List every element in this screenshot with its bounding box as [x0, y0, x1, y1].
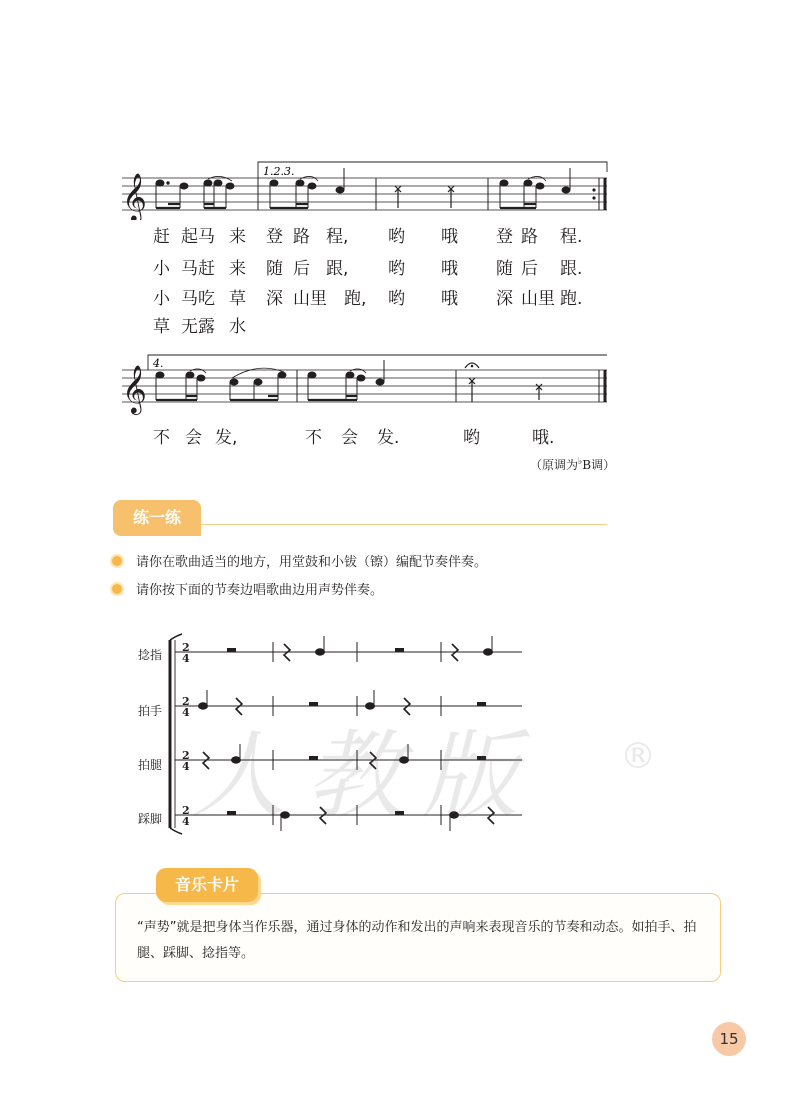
lyric-row-4 [0, 312, 800, 336]
bullet-icon [112, 556, 122, 566]
lyric: 小 [153, 289, 170, 309]
lyric: 无露 [181, 317, 215, 337]
flat-sign: ♭ [578, 457, 583, 467]
lyric: 赶 [153, 227, 170, 247]
svg-text:𝄞: 𝄞 [122, 172, 147, 220]
practice-title: 练一练 [113, 500, 201, 536]
lyric: 后 [521, 259, 538, 279]
lyric-row-1 [0, 222, 800, 246]
lyric: 马赶 [181, 259, 215, 279]
lyric: 哦 [441, 227, 458, 247]
key-note-prefix: （原调为 [530, 458, 579, 472]
lyric: 哦. [532, 428, 555, 448]
lyric: 不 [153, 428, 170, 448]
lyric: 哟 [463, 428, 480, 448]
lyric: 哟 [388, 227, 405, 247]
music-staff-2 [0, 345, 800, 415]
lyric: 程, [326, 227, 349, 247]
list-item [112, 551, 487, 570]
lyric: 山里 [521, 289, 555, 309]
publisher-watermark: 人教版 ® [190, 720, 656, 832]
lyric: 随 [496, 259, 513, 279]
lyric: 草 [229, 289, 246, 309]
lyric: 哟 [388, 259, 405, 279]
rhythm-label-pat: 拍腿 [138, 758, 163, 772]
lyric: 深 [266, 289, 283, 309]
lyric: 来 [229, 227, 246, 247]
music-card-text: “声势”就是把身体当作乐器，通过身体的动作和发出的声响来表现音乐的节奏和动态。如拍手、拍腿、踩脚、捻指等。 [137, 920, 697, 961]
key-note-suffix: B调） [582, 458, 616, 472]
lyric: 跑. [560, 289, 583, 309]
svg-text:2: 2 [182, 641, 190, 654]
volta-label-1: 1.2.3. [263, 165, 295, 178]
lyric: 登 [266, 227, 283, 247]
lyric: 会 [185, 428, 202, 448]
lyric: 后 [293, 259, 310, 279]
bullet-icon [112, 584, 122, 594]
rhythm-label-stomp: 踩脚 [138, 812, 163, 826]
lyric: 发, [215, 428, 238, 448]
lyric: 来 [229, 259, 246, 279]
svg-text:4: 4 [182, 706, 190, 719]
lyric: 登 [496, 227, 513, 247]
lyric: 哦 [441, 259, 458, 279]
lyric: 跟, [326, 259, 349, 279]
lyric: 路 [293, 227, 310, 247]
svg-text:2: 2 [182, 749, 190, 762]
svg-text:2: 2 [182, 804, 190, 817]
list-item-text: 请你在歌曲适当的地方，用堂鼓和小钹（镲）编配节奏伴奏。 [136, 555, 488, 570]
list-item-text: 请你按下面的节奏边唱歌曲边用声势伴奏。 [136, 583, 384, 598]
original-key-note [530, 456, 615, 473]
lyric: 发. [377, 428, 400, 448]
lyric: 小 [153, 259, 170, 279]
svg-text:𝄞: 𝄞 [122, 364, 147, 413]
lyric: 程. [560, 227, 583, 247]
volta-label-2: 4. [153, 357, 164, 370]
lyric: 起马 [181, 227, 215, 247]
svg-text:4: 4 [182, 760, 190, 773]
lyric: 哦 [441, 289, 458, 309]
lyric: 不 [305, 428, 322, 448]
lyric: 草 [153, 317, 170, 337]
lyric: 水 [229, 317, 246, 337]
lyric: 路 [521, 227, 538, 247]
divider [201, 524, 607, 525]
svg-text:4: 4 [182, 815, 190, 828]
svg-text:4: 4 [182, 652, 190, 665]
svg-text:2: 2 [182, 695, 190, 708]
lyric-row-2 [0, 254, 800, 278]
music-staff-1 [0, 150, 800, 220]
lyric: 会 [341, 428, 358, 448]
lyric: 随 [266, 259, 283, 279]
lyric: 跟. [560, 259, 583, 279]
lyric: 山里 [293, 289, 327, 309]
lyric: 哟 [388, 289, 405, 309]
rhythm-label-snap: 捻指 [138, 648, 163, 662]
music-card-title: 音乐卡片 [156, 868, 258, 902]
list-item [112, 579, 383, 598]
lyric: 跑, [344, 289, 367, 309]
page-number: 15 [712, 1022, 746, 1056]
lyric-row-5 [0, 423, 800, 447]
lyric: 马吃 [181, 289, 215, 309]
lyric: 深 [496, 289, 513, 309]
lyric-row-3 [0, 284, 800, 308]
rhythm-label-clap: 拍手 [138, 704, 163, 718]
